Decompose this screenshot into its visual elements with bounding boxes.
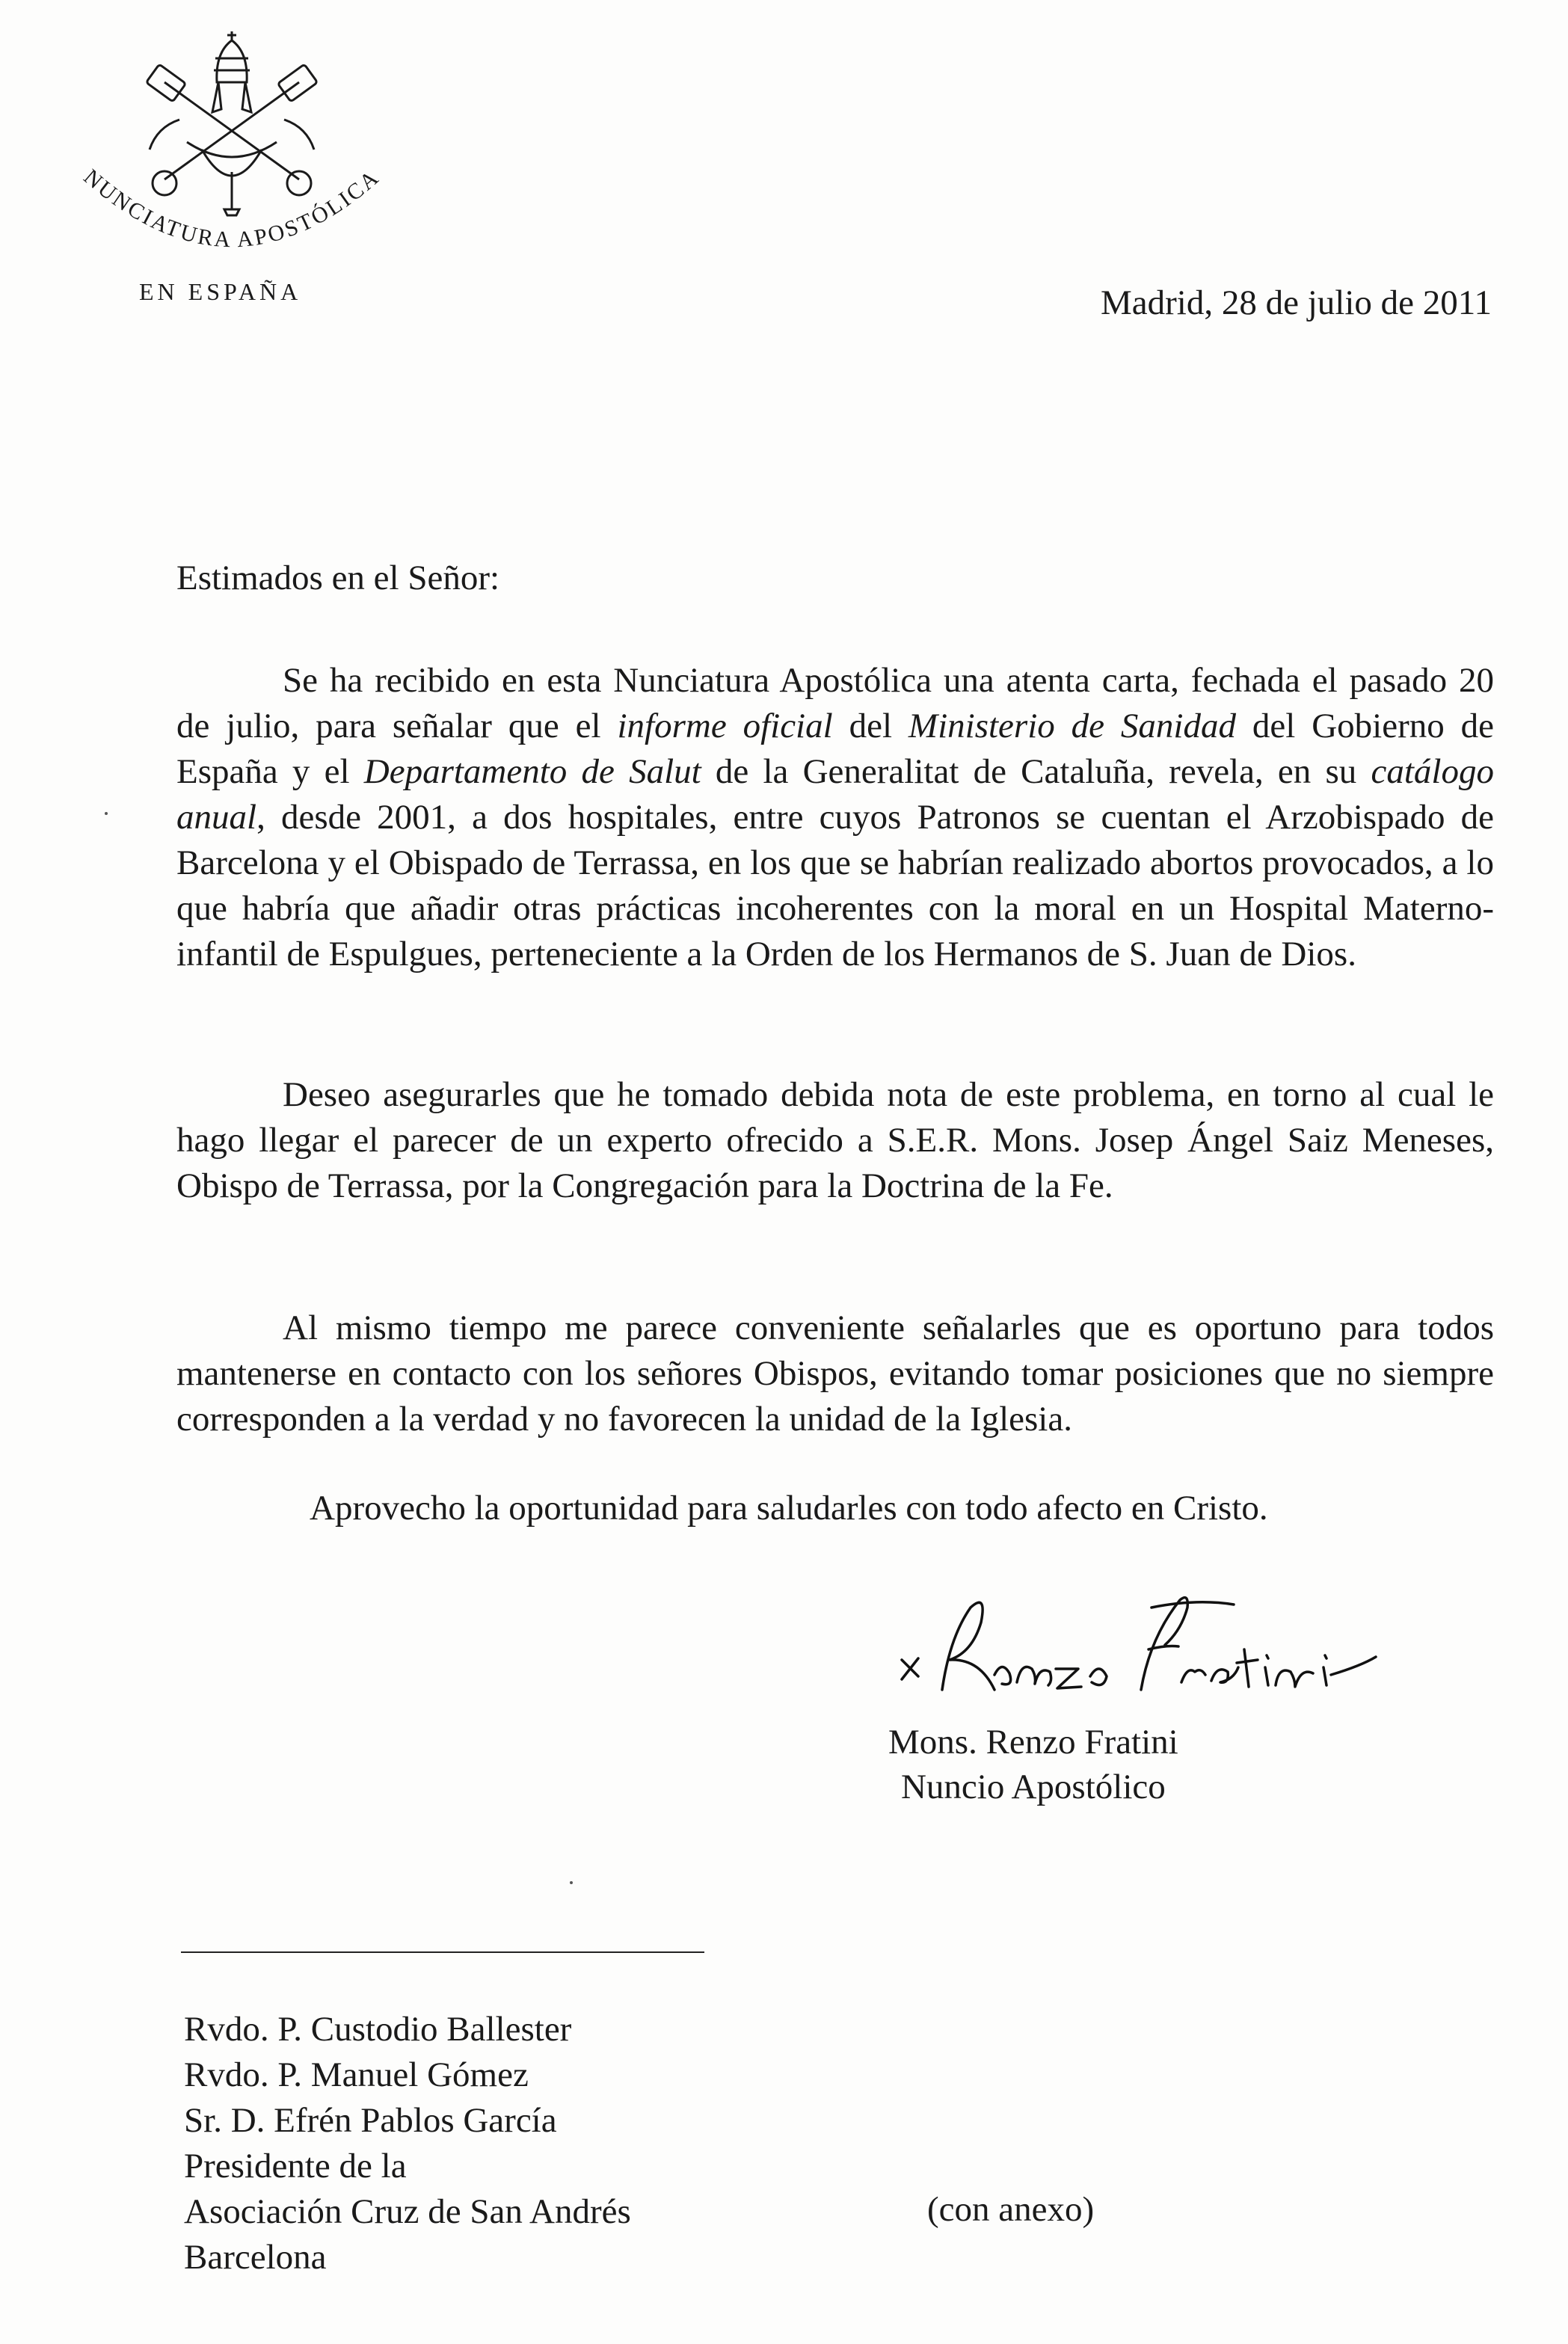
paragraph-text: Se ha recibido en esta Nunciatura Apostólica una atenta carta, fechada el pasado 20 de julio, para señalar que el (176, 661, 1494, 745)
italic-term: informe oficial (617, 707, 833, 745)
recipient-line: Barcelona (184, 2238, 327, 2277)
recipient-line: Sr. D. Efrén Pablos García (184, 2101, 557, 2140)
scan-speck (570, 1881, 573, 1884)
recipient-line: Asociación Cruz de San Andrés (184, 2192, 631, 2231)
paragraph-text: del Gobierno de España y el (176, 707, 1494, 791)
paragraph-text: del (832, 707, 908, 745)
paragraph-text: de la Generalitat de Cataluña, revela, en su (701, 752, 1371, 791)
salutation: Estimados en el Señor: (176, 559, 500, 597)
recipients-block (184, 2007, 631, 2280)
italic-term: Departamento de Salut (363, 752, 701, 791)
svg-text:NUNCIATURA APOSTÓLICA: NUNCIATURA APOSTÓLICA (79, 164, 385, 253)
body-paragraph-3 (176, 1305, 1494, 1442)
paragraph-text: , desde 2001, a dos hospitales, entre cuyos Patronos se cuentan el Arzobispado de Barcelona y el Obispado de Terrassa, en los que se habrían realizado abortos provocados, a lo que habría que añadir otras prácticas incoherentes con la moral en un Hospital Materno-infantil de Espulgues, perteneciente a la Orden de los Hermanos de S. Juan de Dios. (176, 798, 1494, 973)
italic-term: catálogo anual (176, 752, 1494, 837)
signer-title: Nuncio Apostólico (900, 1768, 1166, 1806)
body-paragraph-1 (176, 658, 1494, 977)
italic-term: Ministerio de Sanidad (908, 707, 1236, 745)
annex-note: (con anexo) (927, 2190, 1095, 2229)
signer-name: Mons. Renzo Fratini (888, 1723, 1178, 1762)
recipient-line: Presidente de la (184, 2147, 407, 2185)
paragraph-text: Al mismo tiempo me parece conveniente señalarles que es oportuno para todos mantenerse en contacto con los señores Obispos, evitando tomar posiciones que no siempre corresponden a la verdad y no favorecen la unidad de la Iglesia. (176, 1308, 1494, 1439)
body-paragraph-2 (176, 1072, 1494, 1209)
recipient-line: Rvdo. P. Custodio Ballester (184, 2010, 572, 2049)
scan-speck (105, 812, 108, 815)
closing-line: Aprovecho la oportunidad para saludarles con todo afecto en Cristo. (310, 1489, 1268, 1528)
handwritten-signature-icon (882, 1578, 1391, 1742)
institution-arc-text (60, 105, 404, 292)
signer-block (888, 1720, 1178, 1809)
recipient-line: Rvdo. P. Manuel Gómez (184, 2055, 529, 2094)
letter-date: Madrid, 28 de julio de 2011 (1100, 283, 1492, 322)
divider-line (181, 1951, 704, 1953)
paragraph-text: Deseo asegurarles que he tomado debida nota de este problema, en torno al cual le hago llegar el parecer de un experto ofrecido a S.E.R. Mons. Josep Ángel Saiz Meneses, Obispo de Terrassa, por la Congregación para la Doctrina de la Fe. (176, 1075, 1494, 1205)
letterhead-location: EN ESPAÑA (139, 278, 302, 305)
